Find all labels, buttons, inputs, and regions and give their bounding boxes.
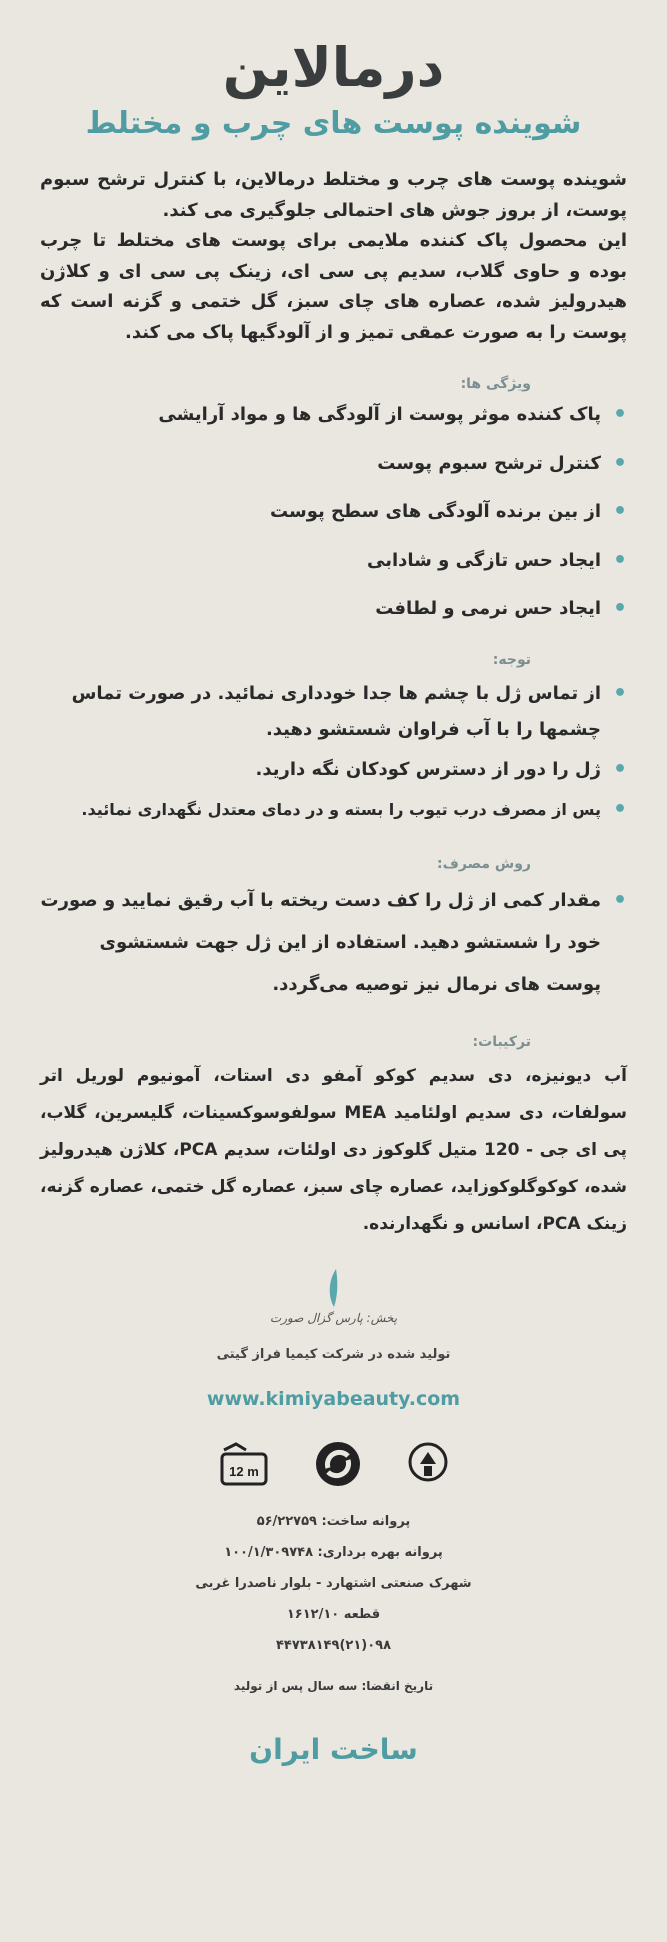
note-item: • از تماس ژل با چشم ها جدا خودداری نمائید. در صورت تماس چشمها را با آب فراوان شستشو دهید.: [40, 676, 627, 748]
distribution-text: پخش: پارس گزال صورت: [269, 1311, 398, 1325]
open-jar-icon: [216, 1440, 272, 1488]
notes-list: [40, 676, 627, 828]
expiry-text: تاریخ انقضا: سه سال پس از تولید: [233, 1679, 434, 1693]
feature-item: • پاک کننده موثر پوست از آلودگی ها و مواد آرایشی: [40, 400, 627, 430]
license-text: پروانه ساخت: ۵۶/۲۲۷۵۹: [256, 1514, 411, 1529]
phone-text: ۰۹۸(۲۱)۴۴۷۳۸۱۴۹: [275, 1638, 392, 1653]
pao-label: 12 m: [228, 1464, 259, 1479]
features-title: ویژگی ها:: [460, 376, 531, 392]
symbols-row: [40, 1440, 627, 1492]
usage-item: • مقدار کمی از ژل را کف دست ریخته با آب رقیق نمایید و صورت خود را شستشو دهید. استفاده از این ژل جهت شستشوی پوست های نرمال نیز توصیه می‌گردد.: [40, 880, 627, 1006]
intro-text: [40, 165, 627, 348]
features-list: [40, 400, 627, 624]
ingredients-block: [40, 1058, 627, 1243]
distribution-block: [40, 1267, 627, 1325]
intro-paragraph-2: این محصول پاک کننده ملایمی برای پوست های مختلط تا چرب بوده و حاوی گلاب، سدیم پی سی ای، زینک پی سی ای و کلاژن هیدرولیز شده، عصاره های چای سبز، گل ختمی و گزنه است که پوست را به صورت عمقی تمیز و از آلودگیها پاک می کند.: [40, 230, 627, 343]
made-in-text: ساخت ایران: [249, 1733, 418, 1766]
license-block: [40, 1514, 627, 1653]
usage-list: [40, 880, 627, 1006]
ingredients-title: ترکیبات:: [472, 1034, 531, 1050]
note-item: • پس از مصرف درب تیوب را بسته و در دمای معتدل نگهداری نمائید.: [40, 792, 627, 828]
standard-mark-icon: [404, 1440, 452, 1492]
plot-text: قطعه ۱۶۱۲/۱۰: [286, 1607, 381, 1622]
leaf-logo-icon: [324, 1267, 344, 1309]
operation-license-text: پروانه بهره برداری: ۱۰۰/۱/۳۰۹۷۴۸: [224, 1545, 443, 1560]
recycle-icon: [314, 1440, 362, 1488]
brand-title: درمالاین: [222, 36, 445, 99]
producer-text: تولید شده در شرکت کیمیا فراز گیتی: [216, 1347, 451, 1362]
website-link[interactable]: www.kimiyabeauty.com: [206, 1388, 461, 1410]
feature-item: • ایجاد حس تازگی و شادابی: [40, 546, 627, 576]
notes-title: توجه:: [492, 652, 531, 668]
ingredients-text: آب دیونیزه، دی سدیم کوکو آمفو دی استات، آمونیوم لوریل اتر سولفات، دی سدیم اولئامید MEA سولفوسوکسینات، گلیسرین، گلاب، پی ای جی - 120 متیل گلوکوز دی اولئات، سدیم PCA، کلاژن هیدرولیز شده، کوکوگلوکوزاید، عصاره چای سبز، عصاره گل ختمی، عصاره گزنه، زینک PCA، اسانس و نگهدارنده.: [40, 1066, 627, 1234]
product-subtitle: شوینده پوست های چرب و مختلط: [85, 106, 582, 141]
usage-title: روش مصرف:: [437, 856, 531, 872]
feature-item: • کنترل ترشح سبوم پوست: [40, 449, 627, 479]
note-item: • ژل را دور از دسترس کودکان نگه دارید.: [40, 752, 627, 788]
feature-item: • از بین برنده آلودگی های سطح پوست: [40, 497, 627, 527]
feature-item: • ایجاد حس نرمی و لطافت: [40, 594, 627, 624]
address-text: شهرک صنعتی اشتهارد - بلوار ناصدرا غربی: [195, 1576, 472, 1591]
intro-paragraph-1: شوینده پوست های چرب و مختلط درمالاین، با کنترل ترشح سبوم پوست، از بروز جوش های احتمالی جلوگیری می کند.: [40, 169, 627, 221]
